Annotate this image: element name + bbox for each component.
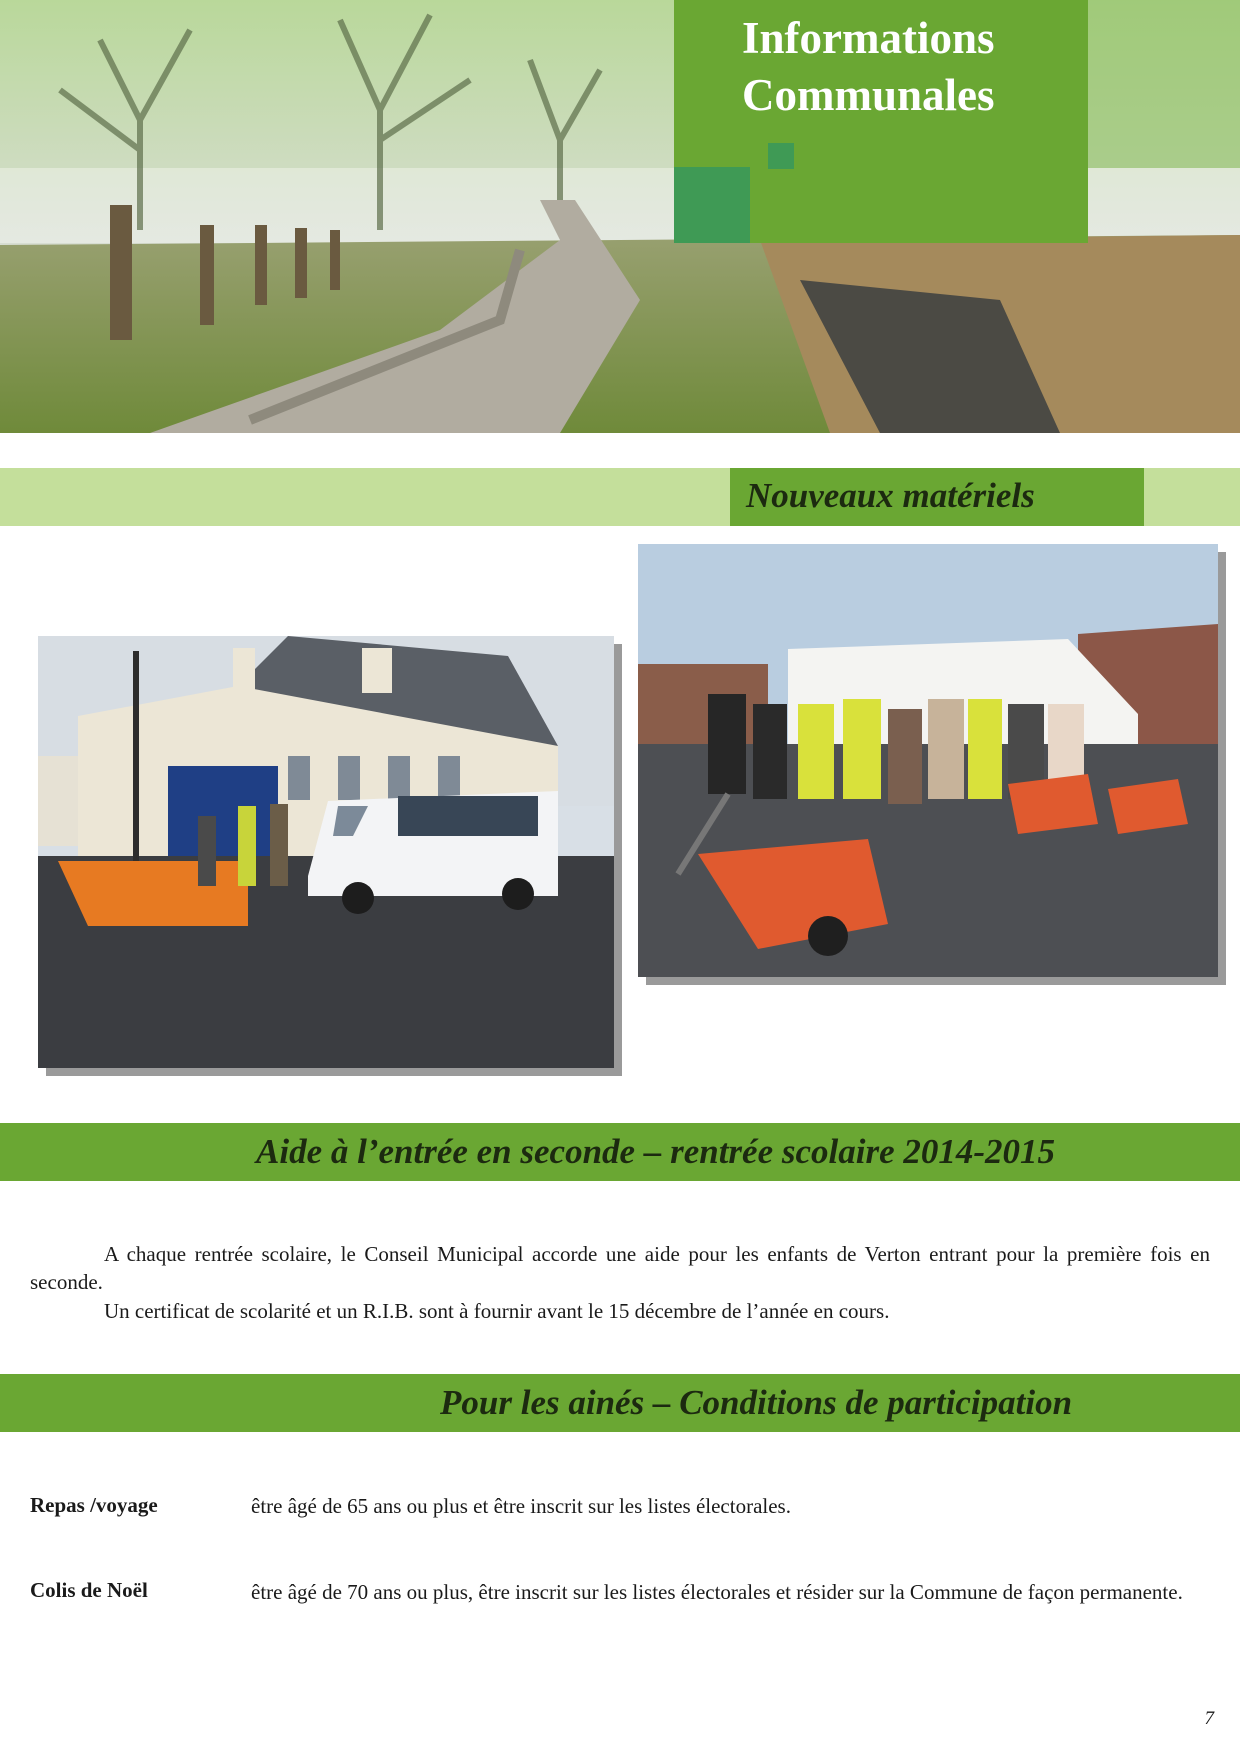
photo-staff-mowers bbox=[638, 544, 1218, 977]
section-bar-seconde bbox=[0, 1123, 1240, 1181]
decorative-square-small bbox=[768, 143, 794, 169]
seconde-paragraph-2: Un certificat de scolarité et un R.I.B. sont à fournir avant le 15 décembre de l’année en cours. bbox=[104, 1299, 890, 1323]
section-title-seconde: Aide à l’entrée en seconde – rentrée scolaire 2014-2015 bbox=[256, 1132, 1056, 1171]
seconde-paragraph-1: A chaque rentrée scolaire, le Conseil Municipal accorde une aide pour les enfants de Verton entrant pour la première fois en seconde. bbox=[30, 1242, 1210, 1294]
aines-row-text: être âgé de 65 ans ou plus et être inscrit sur les listes électorales. bbox=[251, 1494, 791, 1518]
section-title-aines: Pour les ainés – Conditions de participation bbox=[440, 1383, 1073, 1422]
page-title bbox=[742, 10, 995, 124]
decorative-square-large bbox=[674, 167, 750, 243]
photo-snowplow-minibus bbox=[38, 636, 614, 1068]
section-bar-aines bbox=[0, 1374, 1240, 1432]
page-title-line1: Informations bbox=[742, 13, 995, 63]
aines-row-label: Colis de Noël bbox=[30, 1578, 148, 1602]
aines-row-text: être âgé de 70 ans ou plus, être inscrit sur les listes électorales et résider sur la Commune de façon permanente. bbox=[251, 1580, 1183, 1604]
aines-row-label: Repas /voyage bbox=[30, 1493, 158, 1517]
page-number: 7 bbox=[1204, 1708, 1214, 1729]
page-title-line2: Communales bbox=[742, 70, 995, 120]
section-title-box-materiel bbox=[730, 468, 1144, 526]
section-title-materiel: Nouveaux matériels bbox=[746, 476, 1035, 515]
